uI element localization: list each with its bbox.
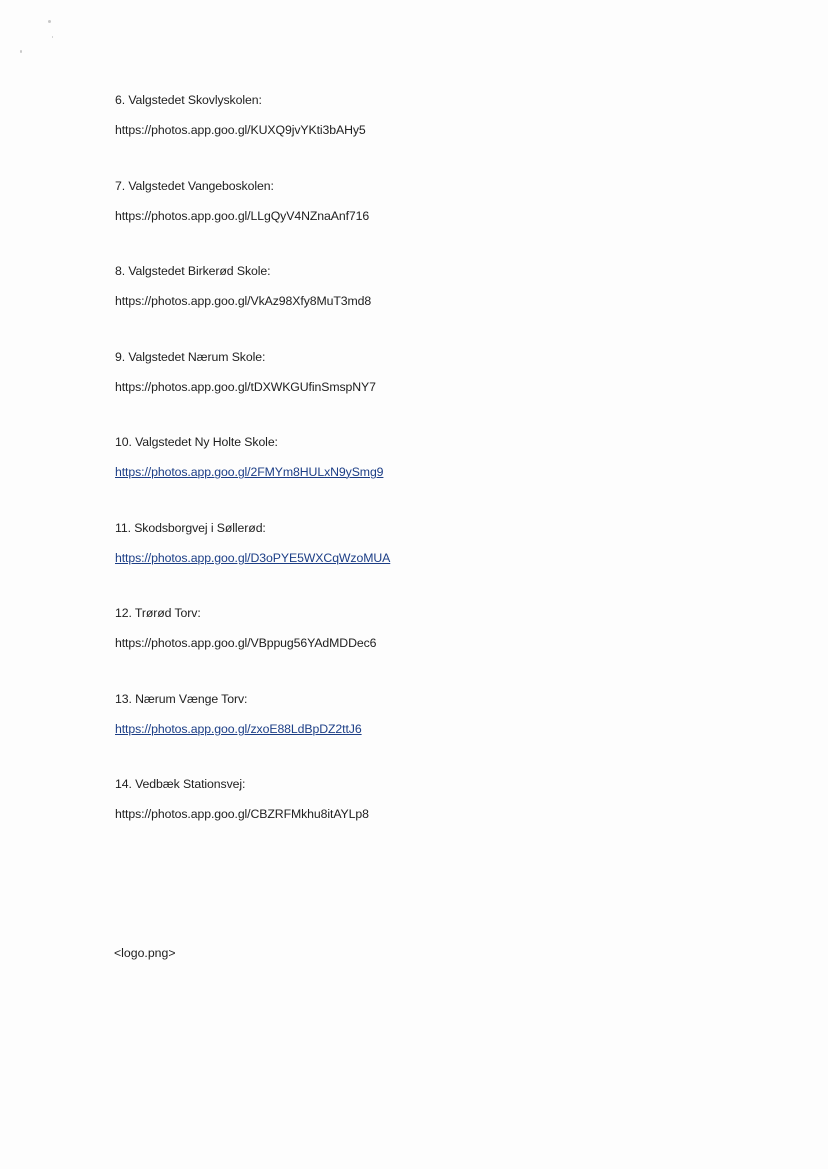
entry-link[interactable]: https://photos.app.goo.gl/2FMYm8HULxN9ySmg9 [115, 465, 384, 479]
entry-14 [115, 776, 715, 862]
entry-url: https://photos.app.goo.gl/CBZRFMkhu8itAYLp8 [115, 807, 369, 821]
entry-label: 9. Valgstedet Nærum Skole: [115, 349, 266, 364]
entry-13 [115, 691, 715, 777]
scan-speck [52, 36, 53, 38]
entry-url: https://photos.app.goo.gl/KUXQ9jvYKti3bAHy5 [115, 123, 366, 137]
entry-link[interactable]: https://photos.app.goo.gl/D3oPYE5WXCqWzoMUA [115, 550, 391, 565]
entry-6 [115, 92, 715, 178]
entry-url: https://photos.app.goo.gl/VkAz98Xfy8MuT3md8 [115, 294, 372, 308]
entry-7 [115, 178, 715, 264]
entry-11 [115, 520, 715, 606]
entry-link[interactable]: https://photos.app.goo.gl/zxoE88LdBpDZ2ttJ6 [115, 721, 362, 736]
scan-speck [20, 50, 22, 53]
scan-speck [48, 20, 51, 23]
entry-12 [115, 605, 715, 691]
entry-10 [115, 434, 715, 520]
entry-url: https://photos.app.goo.gl/VBppug56YAdMDDec6 [115, 636, 377, 650]
logo-placeholder: <logo.png> [114, 946, 176, 960]
entry-label: 12. Trørød Torv: [115, 606, 201, 620]
entry-8 [115, 263, 715, 349]
entry-label: 11. Skodsborgvej i Søllerød: [115, 520, 266, 535]
entry-list [115, 92, 715, 862]
entry-label: 8. Valgstedet Birkerød Skole: [115, 264, 271, 278]
entry-url: https://photos.app.goo.gl/LLgQyV4NZnaAnf716 [115, 208, 370, 223]
entry-label: 7. Valgstedet Vangeboskolen: [115, 178, 274, 193]
entry-9 [115, 349, 715, 435]
entry-label: 10. Valgstedet Ny Holte Skole: [115, 435, 278, 449]
entry-label: 14. Vedbæk Stationsvej: [115, 777, 246, 791]
entry-url: https://photos.app.goo.gl/tDXWKGUfinSmspNY7 [115, 379, 376, 394]
entry-label: 13. Nærum Vænge Torv: [115, 691, 248, 706]
entry-label: 6. Valgstedet Skovlyskolen: [115, 93, 262, 107]
